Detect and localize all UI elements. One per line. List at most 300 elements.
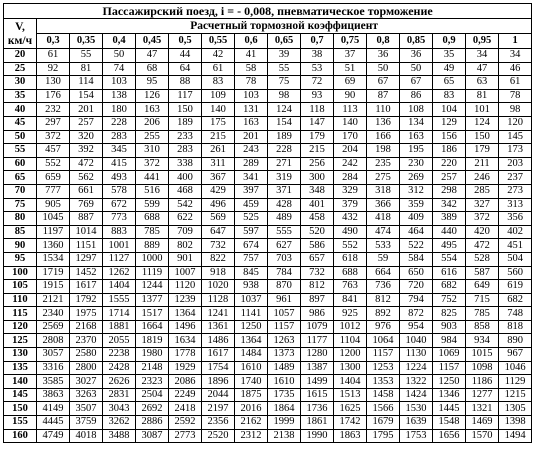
distance-cell: 300: [301, 171, 334, 185]
distance-cell: 134: [400, 116, 433, 130]
distance-cell: 39: [268, 49, 301, 63]
distance-cell: 37: [334, 49, 367, 63]
distance-cell: 3863: [37, 388, 70, 402]
distance-cell: 688: [136, 212, 169, 226]
distance-cell: 1141: [235, 307, 268, 321]
distance-cell: 341: [235, 171, 268, 185]
distance-cell: 110: [367, 103, 400, 117]
distance-cell: 38: [301, 49, 334, 63]
distance-cell: 150: [466, 130, 499, 144]
table-row: [4, 429, 532, 443]
distance-cell: 74: [103, 62, 136, 76]
distance-cell: 163: [136, 103, 169, 117]
distance-cell: 903: [433, 320, 466, 334]
distance-cell: 170: [334, 130, 367, 144]
distance-cell: 1373: [268, 348, 301, 362]
distance-cell: 520: [301, 225, 334, 239]
distance-cell: 472: [70, 157, 103, 171]
distance-cell: 98: [499, 103, 532, 117]
distance-cell: 818: [499, 320, 532, 334]
distance-cell: 504: [499, 252, 532, 266]
distance-cell: 233: [169, 130, 202, 144]
distance-cell: 1321: [466, 402, 499, 416]
distance-cell: 785: [466, 307, 499, 321]
distance-cell: 1452: [70, 266, 103, 280]
distance-cell: 1069: [433, 348, 466, 362]
distance-cell: 490: [334, 225, 367, 239]
speed-cell: 20: [4, 49, 37, 63]
distance-cell: 1792: [70, 293, 103, 307]
distance-cell: 41: [235, 49, 268, 63]
distance-cell: 1499: [301, 375, 334, 389]
coefficient-header: 0,85: [400, 34, 433, 49]
distance-cell: 1197: [37, 225, 70, 239]
distance-cell: 235: [367, 157, 400, 171]
distance-cell: 812: [301, 280, 334, 294]
distance-cell: 175: [202, 116, 235, 130]
distance-cell: 1496: [169, 320, 202, 334]
distance-cell: 468: [169, 184, 202, 198]
distance-cell: 95: [136, 76, 169, 90]
distance-cell: 1639: [400, 416, 433, 430]
distance-cell: 1360: [37, 239, 70, 253]
distance-cell: 327: [466, 198, 499, 212]
distance-cell: 961: [268, 293, 301, 307]
distance-cell: 372: [466, 212, 499, 226]
distance-cell: 3316: [37, 361, 70, 375]
table-row: [4, 402, 532, 416]
distance-cell: 1617: [70, 280, 103, 294]
distance-cell: 441: [136, 171, 169, 185]
distance-cell: 794: [400, 293, 433, 307]
distance-cell: 578: [103, 184, 136, 198]
distance-cell: 285: [466, 184, 499, 198]
table-title: Пассажирский поезд, i = - 0,008, пневматическое торможение: [4, 4, 532, 19]
distance-cell: 1980: [136, 348, 169, 362]
coefficient-group-header: Расчетный тормозной коэффициент: [37, 19, 532, 34]
distance-cell: 257: [433, 171, 466, 185]
distance-cell: 1548: [433, 416, 466, 430]
distance-cell: 150: [169, 103, 202, 117]
distance-cell: 201: [70, 103, 103, 117]
distance-cell: 2197: [202, 402, 235, 416]
distance-cell: 1186: [466, 375, 499, 389]
distance-cell: 206: [136, 116, 169, 130]
distance-cell: 934: [466, 334, 499, 348]
distance-cell: 1079: [301, 320, 334, 334]
distance-cell: 897: [301, 293, 334, 307]
table-row: [4, 184, 532, 198]
distance-cell: 1305: [499, 402, 532, 416]
distance-cell: 397: [235, 184, 268, 198]
distance-cell: 261: [202, 144, 235, 158]
distance-cell: 3057: [37, 348, 70, 362]
distance-cell: 310: [136, 144, 169, 158]
distance-cell: 298: [433, 184, 466, 198]
speed-cell: 145: [4, 388, 37, 402]
distance-cell: 88: [169, 76, 202, 90]
distance-cell: 124: [268, 103, 301, 117]
distance-cell: 785: [136, 225, 169, 239]
distance-cell: 289: [235, 157, 268, 171]
distance-cell: 1000: [136, 252, 169, 266]
distance-cell: 348: [301, 184, 334, 198]
table-body: [4, 49, 532, 443]
distance-cell: 402: [499, 225, 532, 239]
distance-cell: 841: [334, 293, 367, 307]
distance-cell: 2580: [70, 348, 103, 362]
distance-cell: 495: [433, 239, 466, 253]
distance-cell: 318: [367, 184, 400, 198]
distance-cell: 4445: [37, 416, 70, 430]
distance-cell: 2773: [169, 429, 202, 443]
distance-cell: 2162: [235, 416, 268, 430]
distance-cell: 50: [367, 62, 400, 76]
distance-cell: 459: [235, 198, 268, 212]
distance-cell: 1617: [202, 348, 235, 362]
distance-cell: 659: [37, 171, 70, 185]
distance-cell: 2055: [103, 334, 136, 348]
distance-cell: 552: [37, 157, 70, 171]
distance-cell: 1120: [169, 280, 202, 294]
speed-cell: 135: [4, 361, 37, 375]
distance-cell: 1754: [202, 361, 235, 375]
distance-cell: 2800: [70, 361, 103, 375]
table-row: [4, 225, 532, 239]
distance-cell: 1615: [301, 388, 334, 402]
table-row: [4, 76, 532, 90]
coefficient-header: 0,35: [70, 34, 103, 49]
table-row: [4, 388, 532, 402]
distance-cell: 36: [367, 49, 400, 63]
distance-cell: 2238: [103, 348, 136, 362]
distance-cell: 2504: [136, 388, 169, 402]
speed-cell: 35: [4, 89, 37, 103]
distance-cell: 319: [268, 171, 301, 185]
distance-cell: 474: [367, 225, 400, 239]
distance-cell: 1990: [301, 429, 334, 443]
distance-cell: 1999: [268, 416, 301, 430]
distance-cell: 87: [367, 89, 400, 103]
distance-cell: 976: [367, 320, 400, 334]
distance-cell: 109: [202, 89, 235, 103]
speed-cell: 45: [4, 116, 37, 130]
distance-cell: 3488: [103, 429, 136, 443]
distance-cell: 1263: [268, 334, 301, 348]
distance-cell: 1424: [400, 388, 433, 402]
distance-cell: 1489: [268, 361, 301, 375]
distance-cell: 90: [334, 89, 367, 103]
distance-cell: 124: [466, 116, 499, 130]
distance-cell: 1656: [433, 429, 466, 443]
distance-cell: 145: [499, 130, 532, 144]
speed-cell: 55: [4, 144, 37, 158]
table-row: [4, 375, 532, 389]
distance-cell: 237: [499, 171, 532, 185]
distance-cell: 4149: [37, 402, 70, 416]
distance-cell: 1975: [70, 307, 103, 321]
speed-cell: 140: [4, 375, 37, 389]
distance-cell: 55: [70, 49, 103, 63]
speed-cell: 150: [4, 402, 37, 416]
table-row: [4, 239, 532, 253]
distance-cell: 367: [202, 171, 235, 185]
distance-cell: 464: [400, 225, 433, 239]
distance-cell: 1896: [202, 375, 235, 389]
distance-cell: 432: [334, 212, 367, 226]
distance-cell: 1469: [466, 416, 499, 430]
distance-cell: 257: [70, 116, 103, 130]
distance-cell: 525: [235, 212, 268, 226]
distance-cell: 522: [400, 239, 433, 253]
distance-cell: 674: [235, 239, 268, 253]
distance-cell: 1570: [466, 429, 499, 443]
coefficient-header: 0,8: [367, 34, 400, 49]
distance-cell: 1057: [268, 307, 301, 321]
speed-cell: 50: [4, 130, 37, 144]
coefficient-header: 0,75: [334, 34, 367, 49]
distance-cell: 732: [301, 266, 334, 280]
table-row: [4, 116, 532, 130]
distance-cell: 489: [268, 212, 301, 226]
distance-cell: 215: [301, 144, 334, 158]
distance-cell: 560: [499, 266, 532, 280]
table-row: [4, 62, 532, 76]
distance-cell: 147: [301, 116, 334, 130]
distance-cell: 1458: [367, 388, 400, 402]
distance-cell: 2428: [103, 361, 136, 375]
distance-cell: 50: [400, 62, 433, 76]
distance-cell: 650: [400, 266, 433, 280]
distance-cell: 1610: [235, 361, 268, 375]
distance-cell: 179: [301, 130, 334, 144]
distance-cell: 36: [400, 49, 433, 63]
distance-cell: 34: [499, 49, 532, 63]
distance-cell: 156: [433, 130, 466, 144]
distance-cell: 1664: [136, 320, 169, 334]
distance-cell: 312: [400, 184, 433, 198]
distance-cell: 1253: [367, 361, 400, 375]
distance-cell: 552: [334, 239, 367, 253]
distance-cell: 528: [466, 252, 499, 266]
distance-cell: 858: [466, 320, 499, 334]
distance-cell: 103: [103, 76, 136, 90]
coefficient-header: 0,5: [169, 34, 202, 49]
distance-cell: 3087: [136, 429, 169, 443]
distance-cell: 887: [70, 212, 103, 226]
distance-cell: 1530: [400, 402, 433, 416]
distance-cell: 114: [70, 76, 103, 90]
distance-cell: 3507: [70, 402, 103, 416]
distance-cell: 195: [400, 144, 433, 158]
distance-cell: 1864: [268, 402, 301, 416]
table-row: [4, 361, 532, 375]
distance-cell: 136: [367, 116, 400, 130]
distance-cell: 163: [400, 130, 433, 144]
distance-cell: 186: [433, 144, 466, 158]
table-row: [4, 49, 532, 63]
distance-cell: 61: [202, 62, 235, 76]
distance-cell: 890: [499, 334, 532, 348]
distance-cell: 1881: [103, 320, 136, 334]
distance-cell: 1241: [202, 307, 235, 321]
distance-cell: 967: [499, 348, 532, 362]
distance-cell: 1064: [367, 334, 400, 348]
coefficient-header: 0,3: [37, 34, 70, 49]
distance-cell: 954: [400, 320, 433, 334]
distance-cell: 242: [334, 157, 367, 171]
distance-cell: 1098: [466, 361, 499, 375]
distance-cell: 1398: [499, 416, 532, 430]
distance-cell: 2418: [169, 402, 202, 416]
distance-cell: 1037: [235, 293, 268, 307]
distance-cell: 1494: [499, 429, 532, 443]
distance-cell: 1250: [433, 375, 466, 389]
distance-cell: 1346: [433, 388, 466, 402]
speed-cell: 75: [4, 198, 37, 212]
table-row: [4, 89, 532, 103]
distance-cell: 1280: [301, 348, 334, 362]
distance-cell: 297: [37, 116, 70, 130]
distance-cell: 1778: [169, 348, 202, 362]
speed-cell: 60: [4, 157, 37, 171]
distance-cell: 329: [334, 184, 367, 198]
distance-cell: 752: [433, 293, 466, 307]
distance-cell: 256: [301, 157, 334, 171]
speed-cell: 80: [4, 212, 37, 226]
distance-cell: 275: [367, 171, 400, 185]
table-row: [4, 130, 532, 144]
distance-cell: 440: [433, 225, 466, 239]
distance-cell: 2886: [136, 416, 169, 430]
distance-cell: 3263: [70, 388, 103, 402]
distance-cell: 672: [103, 198, 136, 212]
distance-cell: 2340: [37, 307, 70, 321]
speed-cell: 125: [4, 334, 37, 348]
distance-cell: 215: [202, 130, 235, 144]
coefficient-header: 0,65: [268, 34, 301, 49]
distance-cell: 389: [433, 212, 466, 226]
distance-cell: 732: [202, 239, 235, 253]
distance-cell: 1200: [334, 348, 367, 362]
coefficient-header: 0,55: [202, 34, 235, 49]
distance-cell: 1361: [202, 320, 235, 334]
speed-cell: 95: [4, 252, 37, 266]
distance-cell: 113: [334, 103, 367, 117]
distance-cell: 1045: [37, 212, 70, 226]
distance-cell: 2831: [103, 388, 136, 402]
distance-cell: 661: [70, 184, 103, 198]
distance-cell: 34: [466, 49, 499, 63]
speed-cell: 85: [4, 225, 37, 239]
distance-cell: 1353: [367, 375, 400, 389]
distance-cell: 198: [367, 144, 400, 158]
speed-cell: 105: [4, 280, 37, 294]
distance-cell: 569: [202, 212, 235, 226]
distance-cell: 415: [103, 157, 136, 171]
distance-cell: 1513: [334, 388, 367, 402]
distance-cell: 1863: [334, 429, 367, 443]
distance-cell: 587: [466, 266, 499, 280]
distance-cell: 120: [499, 116, 532, 130]
distance-cell: 2323: [136, 375, 169, 389]
distance-cell: 176: [37, 89, 70, 103]
distance-cell: 98: [268, 89, 301, 103]
distance-cell: 715: [466, 293, 499, 307]
distance-cell: 78: [499, 89, 532, 103]
distance-cell: 50: [103, 49, 136, 63]
distance-cell: 2692: [136, 402, 169, 416]
distance-cell: 1130: [400, 348, 433, 362]
distance-cell: 1119: [136, 266, 169, 280]
table-row: [4, 157, 532, 171]
distance-cell: 616: [433, 266, 466, 280]
distance-cell: 117: [169, 89, 202, 103]
distance-cell: 1007: [169, 266, 202, 280]
distance-cell: 1634: [169, 334, 202, 348]
table-row: [4, 171, 532, 185]
distance-cell: 1177: [301, 334, 334, 348]
distance-cell: 311: [202, 157, 235, 171]
distance-cell: 584: [400, 252, 433, 266]
table-row: [4, 103, 532, 117]
distance-cell: 3585: [37, 375, 70, 389]
distance-cell: 47: [466, 62, 499, 76]
distance-cell: 2808: [37, 334, 70, 348]
speed-cell: 30: [4, 76, 37, 90]
distance-cell: 44: [169, 49, 202, 63]
distance-cell: 83: [433, 89, 466, 103]
distance-cell: 49: [433, 62, 466, 76]
distance-cell: 1046: [499, 361, 532, 375]
distance-cell: 53: [301, 62, 334, 76]
distance-cell: 63: [466, 76, 499, 90]
coefficient-header: 0,6: [235, 34, 268, 49]
distance-cell: 496: [202, 198, 235, 212]
distance-cell: 72: [301, 76, 334, 90]
distance-cell: 554: [433, 252, 466, 266]
coefficient-header: 0,9: [433, 34, 466, 49]
distance-cell: 173: [499, 144, 532, 158]
distance-cell: 59: [367, 252, 400, 266]
distance-cell: 418: [367, 212, 400, 226]
distance-cell: 2016: [235, 402, 268, 416]
distance-cell: 720: [400, 280, 433, 294]
distance-cell: 1129: [499, 375, 532, 389]
distance-cell: 246: [466, 171, 499, 185]
table-row: [4, 252, 532, 266]
distance-cell: 201: [235, 130, 268, 144]
distance-cell: 748: [499, 307, 532, 321]
distance-cell: 46: [499, 62, 532, 76]
distance-cell: 392: [70, 144, 103, 158]
distance-cell: 493: [103, 171, 136, 185]
table-row: [4, 320, 532, 334]
distance-cell: 154: [268, 116, 301, 130]
distance-cell: 3262: [103, 416, 136, 430]
speed-cell: 115: [4, 307, 37, 321]
coefficient-header: 0,7: [301, 34, 334, 49]
distance-cell: 2086: [169, 375, 202, 389]
distance-cell: 1714: [103, 307, 136, 321]
distance-cell: 342: [433, 198, 466, 212]
distance-cell: 67: [400, 76, 433, 90]
distance-cell: 1555: [103, 293, 136, 307]
distance-cell: 1244: [136, 280, 169, 294]
distance-cell: 179: [466, 144, 499, 158]
table-row: [4, 348, 532, 362]
distance-cell: 1484: [235, 348, 268, 362]
